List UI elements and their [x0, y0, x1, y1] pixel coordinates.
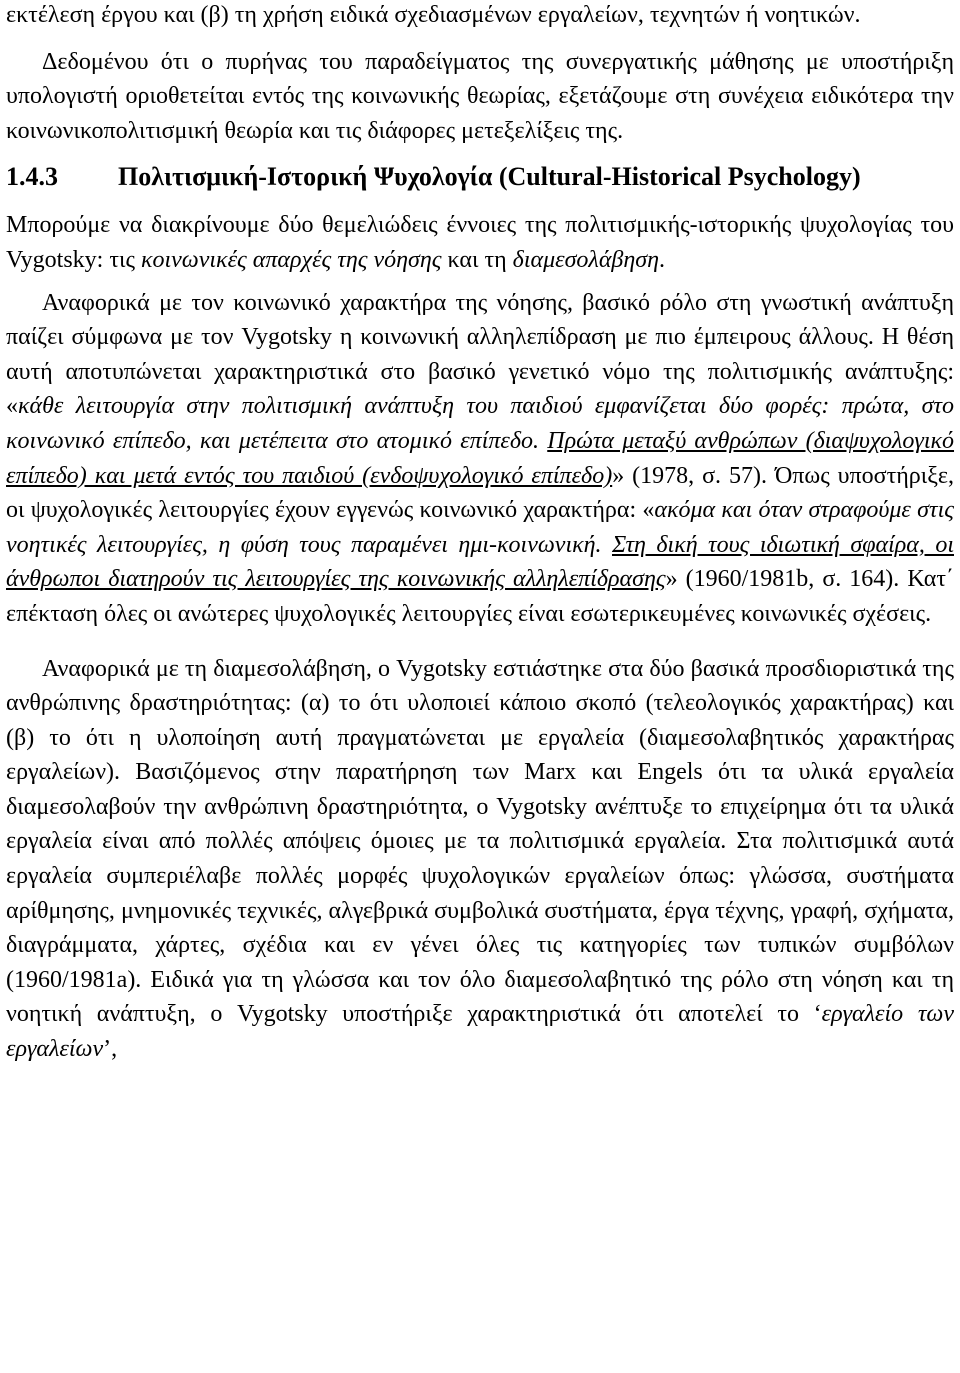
text-run: Μπορούμε να διακρίνουμε δύο θεμελιώδεις έννοιες της πολιτισμικής-ιστορικής ψυχολογίας του Vygotsky: τις [6, 212, 954, 273]
paragraph-social-nature [6, 286, 954, 632]
paragraph-intro [6, 45, 954, 149]
section-title: Πολιτισμική-Ιστορική Ψυχολογία (Cultural-Historical Psychology) [118, 162, 861, 192]
paragraph-text: εκτέλεση έργου και (β) τη χρήση ειδικά σχεδιασμένων εργαλείων, τεχνητών ή νοητικών. [6, 2, 861, 28]
text-run: ’, [103, 1036, 118, 1063]
section-number: 1.4.3 [6, 162, 58, 192]
text-run: Αναφορικά με τον κοινωνικό χαρακτήρα της νόησης, βασικό ρόλο στη γνωστική ανάπτυξη παίζει σύμφωνα με τον Vygotsky η κοινωνική αλληλεπίδραση με πιο έμπειρους άλλους. Η θέση αυτή αποτυπώνεται χαρακτηριστικά στο βασικό γενετικό νόμο της πολιτισμικής ανάπτυξης: « [6, 289, 954, 420]
paragraph-concepts [6, 208, 954, 277]
document-page [6, 0, 954, 1067]
section-heading [6, 158, 954, 196]
emphasis-run: ακόμα και όταν στραφούμε στις νοητικές λειτουργίες, η φύση τους παραμένει ημι-κοινωνική. [6, 497, 954, 558]
emphasis-run: διαμεσολάβηση [512, 246, 660, 273]
emphasis-run: κάθε λειτουργία στην πολιτισμική ανάπτυξη του παιδιού εμφανίζεται δύο φορές: πρώτα, στο κοινωνικό επίπεδο, και μετέπειτα στο ατομικό επίπεδο. [6, 393, 954, 454]
emphasis-run: κοινωνικές απαρχές της νόησης [140, 246, 442, 273]
text-run: Αναφορικά με τη διαμεσολάβηση, ο Vygotsky εστιάστηκε στα δύο βασικά προσδιοριστικά της ανθρώπινης δραστηριότητας: (α) το ότι υλοποιεί κάποιο σκοπό (τελεολογικός χαρακτήρας) και (β) το ότι η υλοποίηση αυτή πραγματώνεται με εργαλεία (διαμεσολαβητικός χαρακτήρας εργαλείων). Βασιζόμενος στην παρατήρηση των Marx και Engels ότι τα υλικά εργαλεία διαμεσολαβούν την ανθρώπινη δραστηριότητα, ο Vygotsky ανέπτυξε το επιχείρημα ότι τα υλικά εργαλεία είναι από πολλές απόψεις όμοιες με τα πολιτισμικά εργαλεία. Στα πολιτισμικά αυτά εργαλεία συμπεριέλαβε πολλές μορφές ψυχολογικών εργαλείων όπως: γλώσσα, συστήματα αρίθμησης, μνημονικές τεχνικές, αλγεβρικά συμβολικά συστήματα, έργα τέχνης, γραφή, σχήματα, διαγράμματα, χάρτες, σχέδια και εν γένει όλες τις κατηγορίες των τυπικών συμβόλων (1960/1981a). Ειδικά για τη γλώσσα και τον όλο διαμεσολαβητικό της ρόλο στη νόηση και τη νοητική ανάπτυξη, ο Vygotsky υποστήριξε χαρακτηριστικά ότι αποτελεί το ‘ [6, 655, 954, 1028]
emphasis-underlined-run: Πρώτα μεταξύ ανθρώπων (διαψυχολογικό επίπεδο) και μετά εντός του παιδιού (ενδοψυχολογικό επίπεδο) [6, 427, 955, 489]
paragraph-continuation [6, 0, 954, 33]
text-run: » (1960/1981b, σ. 164). Κατ΄ επέκταση όλες οι ανώτερες ψυχολογικές λειτουργίες είναι εσωτερικευμένες κοινωνικές σχέσεις. [6, 566, 954, 627]
emphasis-run: εργαλείο των εργαλείων [6, 1001, 955, 1063]
paragraph-mediation [6, 652, 954, 1067]
text-run: και τη [441, 246, 513, 273]
text-run: » (1978, σ. 57). Όπως υποστήριξε, οι ψυχολογικές λειτουργίες έχουν εγγενώς κοινωνικό χαρακτήρα: « [6, 462, 954, 524]
emphasis-underlined-run: Στη δική τους ιδιωτική σφαίρα, οι άνθρωποι διατηρούν τις λειτουργίες της κοινωνικής αλληλεπίδρασης [6, 531, 954, 593]
paragraph-text: Δεδομένου ότι ο πυρήνας του παραδείγματος της συνεργατικής μάθησης με υποστήριξη υπολογιστή οριοθετείται εντός της κοινωνικής θεωρίας, εξετάζουμε στη συνέχεια ειδικότερα την κοινωνικοπολιτισμική θεωρία και τις διάφορες μετεξελίξεις της. [6, 48, 954, 144]
text-run: . [659, 246, 666, 273]
